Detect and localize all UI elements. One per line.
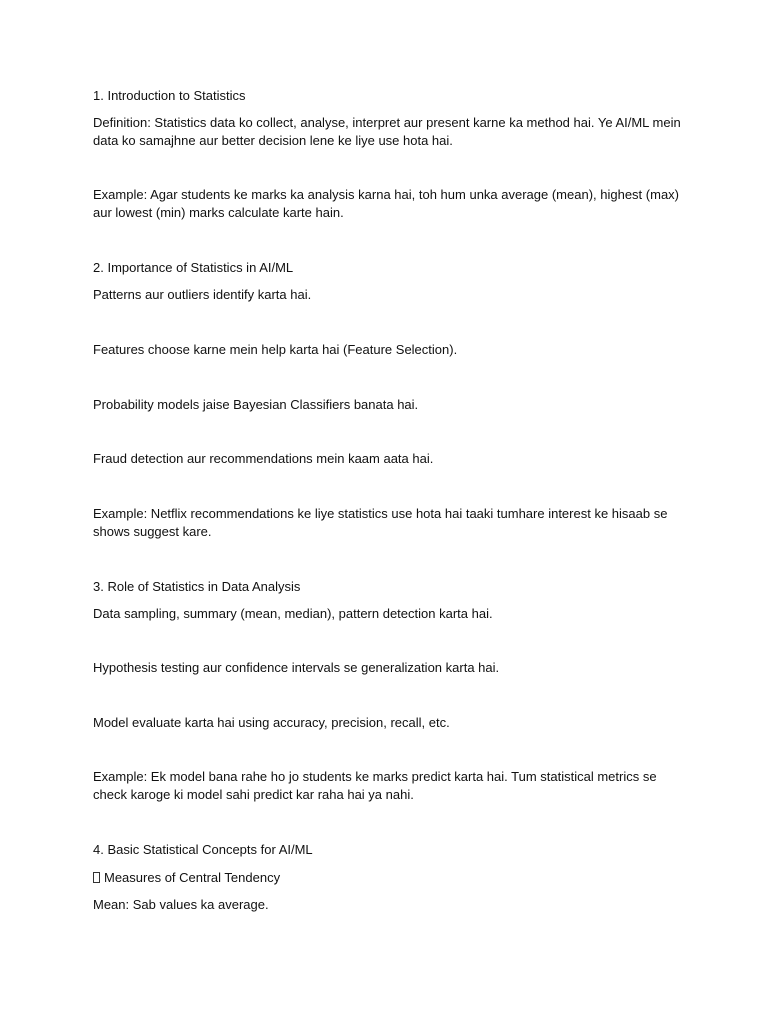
section-4-mean: Mean: Sab values ka average. xyxy=(93,897,269,912)
section-4-heading: 4. Basic Statistical Concepts for AI/ML xyxy=(93,842,313,857)
section-2-point-4: Fraud detection aur recommendations mein kaam aata hai. xyxy=(93,451,434,466)
section-4-subheading-row xyxy=(93,869,683,887)
section-1-example: Example: Agar students ke marks ka analysis karna hai, toh hum unka average (mean), highest (max) aur lowest (min) marks calculate karte hain. xyxy=(93,187,680,220)
section-2-point-3: Probability models jaise Bayesian Classifiers banata hai. xyxy=(93,397,419,412)
section-3-example: Example: Ek model bana rahe ho jo students ke marks predict karta hai. Tum statistical metrics se check karoge ki model sahi predict kar raha hai ya nahi. xyxy=(93,769,657,802)
section-1-heading: 1. Introduction to Statistics xyxy=(93,88,246,103)
section-2-point-1: Patterns aur outliers identify karta hai. xyxy=(93,287,312,302)
section-2-heading: 2. Importance of Statistics in AI/ML xyxy=(93,260,294,275)
section-1-definition: Definition: Statistics data ko collect, analyse, interpret aur present karne ka method hai. Ye AI/ML mein data ko samajhne aur better decision lene ke liye use hota hai. xyxy=(93,115,681,148)
missing-glyph-icon xyxy=(93,872,100,883)
section-3-point-1: Data sampling, summary (mean, median), pattern detection karta hai. xyxy=(93,606,493,621)
section-4-subheading: Measures of Central Tendency xyxy=(104,870,281,885)
section-3-point-2: Hypothesis testing aur confidence intervals se generalization karta hai. xyxy=(93,660,500,675)
section-3-heading: 3. Role of Statistics in Data Analysis xyxy=(93,579,301,594)
section-2-point-2: Features choose karne mein help karta hai (Feature Selection). xyxy=(93,342,458,357)
section-2-example: Example: Netflix recommendations ke liye statistics use hota hai taaki tumhare interest ke hisaab se shows suggest kare. xyxy=(93,506,668,539)
section-3-point-3: Model evaluate karta hai using accuracy, precision, recall, etc. xyxy=(93,715,450,730)
